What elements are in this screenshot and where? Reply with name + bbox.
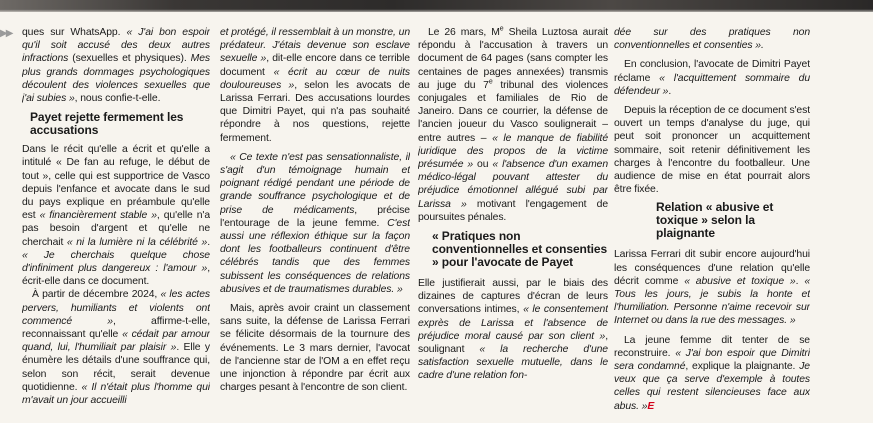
paragraph: Elle justifierait aussi, par le biais des dizaines de captures d'écran de leurs conversations intimes, « le consentement exprès de Larissa et l'absence de préjudice moral causé par son client », soulignant « la recherche d'une satisfaction sexuelle mutuelle, dans le cadre d'une relation fon- [418,278,608,382]
paragraph: À partir de décembre 2024, « les actes pervers, humiliants et violents ont commencé », affirme-t-elle, reconnaissant qu'elle « cédait par amour quand, lui, l'humiliait par plaisir ». Elle y énumère les détails d'une souffrance qui, selon son récit, serait devenue quotidienne. « Il n'était plus l'homme qui m'avait un jour accueilli [22,289,210,407]
section-subhead: Payet rejette fermement les accusations [30,110,184,138]
paragraph: Dans le récit qu'elle a écrit et qu'elle a intitulé « De fan au refuge, le début de tout », celle qui est supportrice de Vasco depuis l'enfance et avocate dans le sud du pays explique en préambule qu'elle est « financièrement stable », qu'elle n'a pas besoin d'argent et qu'elle ne cherchait « ni la lumière ni la célébrité ». « Je cherchais quelque chose d'infiniment plus dangereux : l'amour », écrit-elle dans ce document. [22,144,210,288]
publication-signature-mark: E [647,400,655,412]
paragraph: dée sur des pratiques non conventionnelles et consenties ». [614,27,810,52]
header-photo-strip [0,0,873,12]
section-subhead: « Pratiques non conventionnelles et consenties » pour l'avocate de Payet [432,229,608,270]
article-column-1 [22,26,210,418]
article-column-2 [220,26,410,418]
continuation-arrow-icon: ▶▶ [0,28,12,39]
article-column-4 [614,26,810,418]
paragraph: En conclusion, l'avocate de Dimitri Payet réclame « l'acquittement sommaire du défendeur ». [614,59,810,97]
paragraph: et protégé, il ressemblait à un monstre, un prédateur. J'étais devenue son esclave sexuelle », dit-elle encore dans ce terrible document « écrit au cœur de nuits douloureuses », selon les avocats de Larissa Ferrari. Des accusations lourdes que Dimitri Payet, qui n'a pas souhaité répondre à nos questions, rejette fermement. [220,27,410,144]
section-subhead: Relation « abusive et toxique » selon la plaignante [656,200,774,241]
paragraph: Larissa Ferrari dit subir encore aujourd'hui les conséquences d'une relation qu'elle décrit comme « abusive et toxique ». « Tous les jours, je subis la honte et l'humiliation. Personne n'aime recevoir sur Internet ou dans la rue des messages. » [614,249,810,327]
paragraph: ques sur WhatsApp. « J'ai bon espoir qu'il soit accusé des deux autres infractions (sexuelles et physiques). Mes plus grands dommages psychologiques découlent des violences sexuelles que j'ai subies », nous confie-t-elle. [22,27,210,105]
paragraph: Depuis la réception de ce document s'est ouvert un temps d'analyse du juge, qui peut soit prononcer un acquittement sommaire, soit retenir définitivement les charges à l'encontre du footballeur. Une audience de mise en état pourrait alors être fixée. [614,105,810,196]
paragraph: « Ce texte n'est pas sensationnaliste, il s'agit d'un témoignage humain et poignant rédigé pendant une période de grande souffrance psychologique et de prise de médicaments, précise l'entourage de la jeune femme. C'est aussi une réflexion éthique sur la façon dont les footballeurs continuent d'être célébrés tandis que des femmes subissent les conséquences de relations abusives et de traumatismes durables. » [220,151,410,295]
paragraph: La jeune femme dit tenter de se reconstruire. « J'ai bon espoir que Dimitri sera condamné, explique la plaignante. Je veux que ça serve d'exemple à toutes celles qui restent silencieuses face aux abus. »E [614,334,810,412]
paragraph: Le 26 mars, Me Sheila Luztosa aurait répondu à l'accusation à travers un document de 64 pages (sans compter les centaines de pages annexées) transmis au juge du 7e tribunal des violences conjugales et familiales de Rio de Janeiro. Dans ce courrier, la défense de l'ancien joueur du Vasco soulignerait – entre autres – « le manque de fiabilité juridique des propos de la victime présumée » ou « l'absence d'un examen médico-légal pouvant attester du préjudice émotionnel allégué subi par Larissa » motivant l'engagement de poursuites pénales. [418,26,608,223]
article-column-3 [418,26,608,418]
paragraph: Mais, après avoir craint un classement sans suite, la défense de Larissa Ferrari se félicite désormais de la tournure des événements. Le 3 mars dernier, l'avocat de l'ancienne star de l'OM a en effet reçu une injonction à répondre par écrit aux charges pesant à l'encontre de son client. [220,303,410,394]
